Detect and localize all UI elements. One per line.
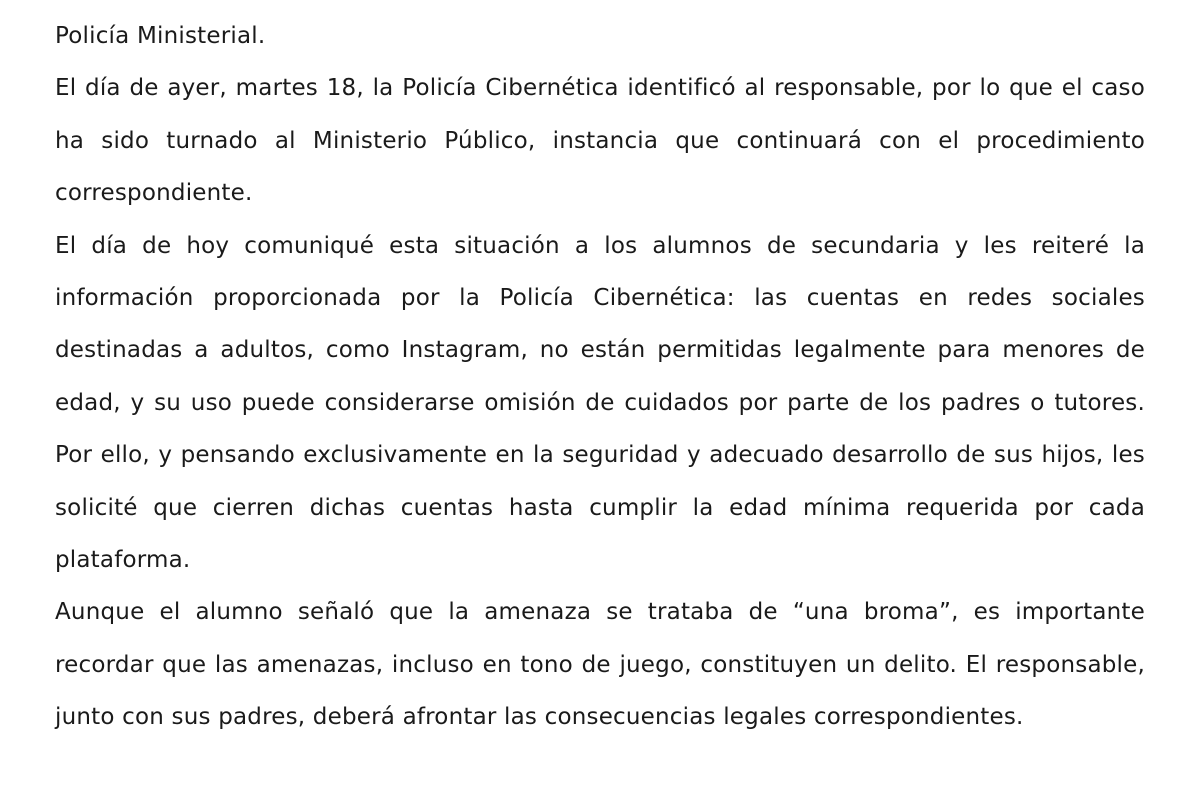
paragraph-responsable-identificado: El día de ayer, martes 18, la Policía Cibernética identificó al responsable, por lo que el caso ha sido turnado al Ministerio Público, instancia que continuará con el procedimiento correspondiente. bbox=[55, 75, 1145, 207]
paragraph-amenaza-broma: Aunque el alumno señaló que la amenaza se trataba de “una broma”, es importante recordar que las amenazas, incluso en tono de juego, constituyen un delito. El responsable, junto con sus padres, deberá afrontar las consecuencias legales correspondientes. bbox=[55, 599, 1145, 731]
document-body bbox=[55, 10, 1145, 744]
paragraph-comunicado-alumnos: El día de hoy comuniqué esta situación a los alumnos de secundaria y les reiteré la información proporcionada por la Policía Cibernética: las cuentas en redes sociales destinadas a adultos, como Instagram, no están permitidas legalmente para menores de edad, y su uso puede considerarse omisión de cuidados por parte de los padres o tutores. Por ello, y pensando exclusivamente en la seguridad y adecuado desarrollo de sus hijos, les solicité que cierren dichas cuentas hasta cumplir la edad mínima requerida por cada plataforma. bbox=[55, 232, 1145, 574]
paragraph-policia-ministerial: Policía Ministerial. bbox=[55, 23, 266, 49]
